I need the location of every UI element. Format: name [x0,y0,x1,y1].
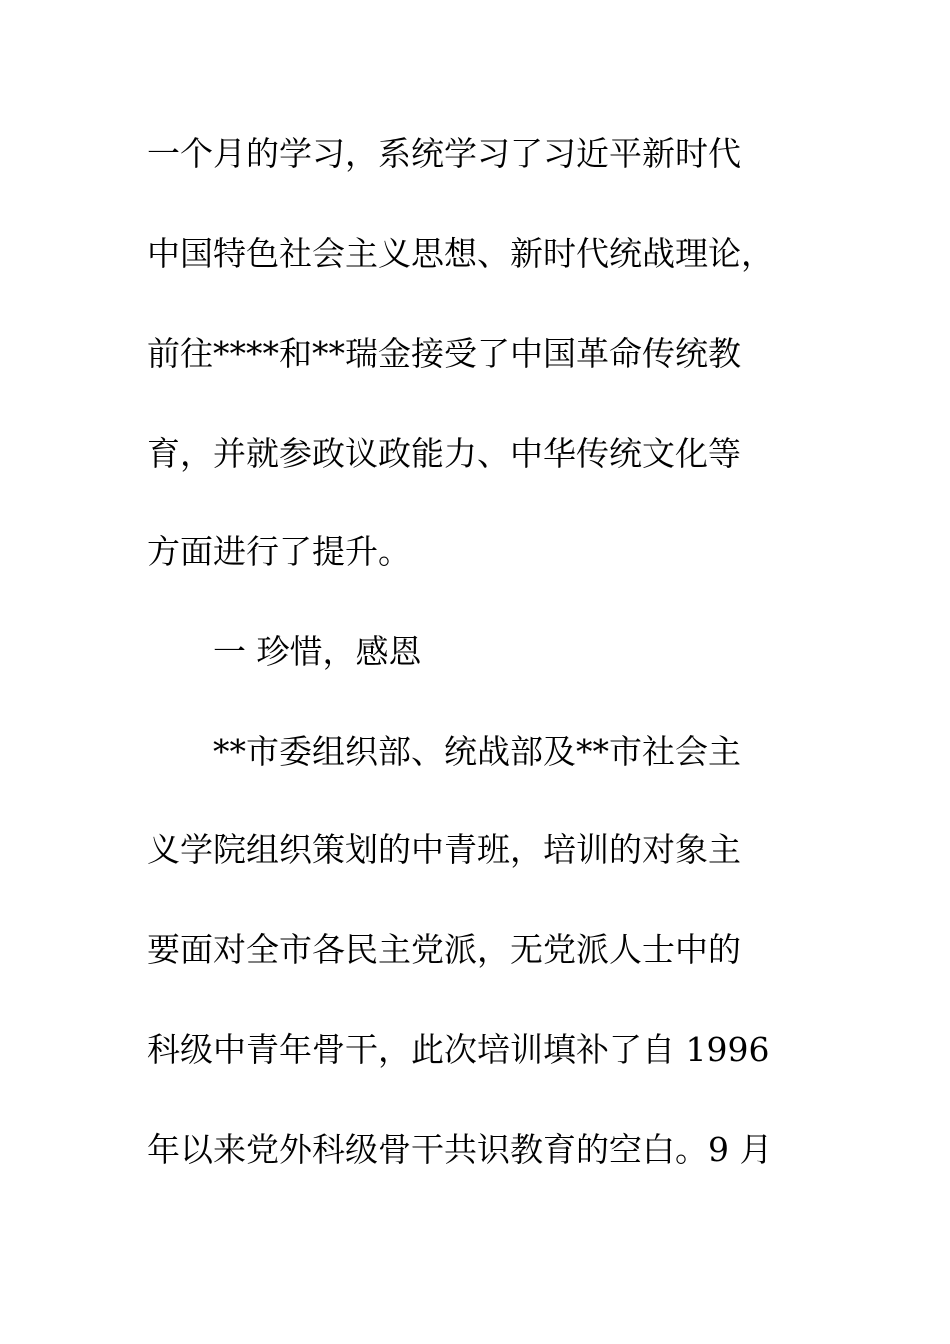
paragraph-line-4: 育，并就参政议政能力、中华传统文化等 [147,434,741,473]
paragraph-line-10: 年以来党外科级骨干共识教育的空白。9 月 [147,1130,773,1169]
paragraph-line-5: 方面进行了提升。 [147,532,411,571]
paragraph-line-6: **市委组织部、统战部及**市社会主 [213,732,741,771]
paragraph-line-7: 义学院组织策划的中青班，培训的对象主 [147,830,741,869]
paragraph-line-2: 中国特色社会主义思想、新时代统战理论， [147,234,774,273]
paragraph-line-3: 前往****和**瑞金接受了中国革命传统教 [147,334,741,373]
paragraph-line-8: 要面对全市各民主党派，无党派人士中的 [147,930,741,969]
section-heading: 一 珍惜，感恩 [213,632,422,671]
paragraph-line-9: 科级中青年骨干，此次培训填补了自 1996 [147,1030,770,1069]
paragraph-line-1: 一个月的学习，系统学习了习近平新时代 [147,134,741,173]
